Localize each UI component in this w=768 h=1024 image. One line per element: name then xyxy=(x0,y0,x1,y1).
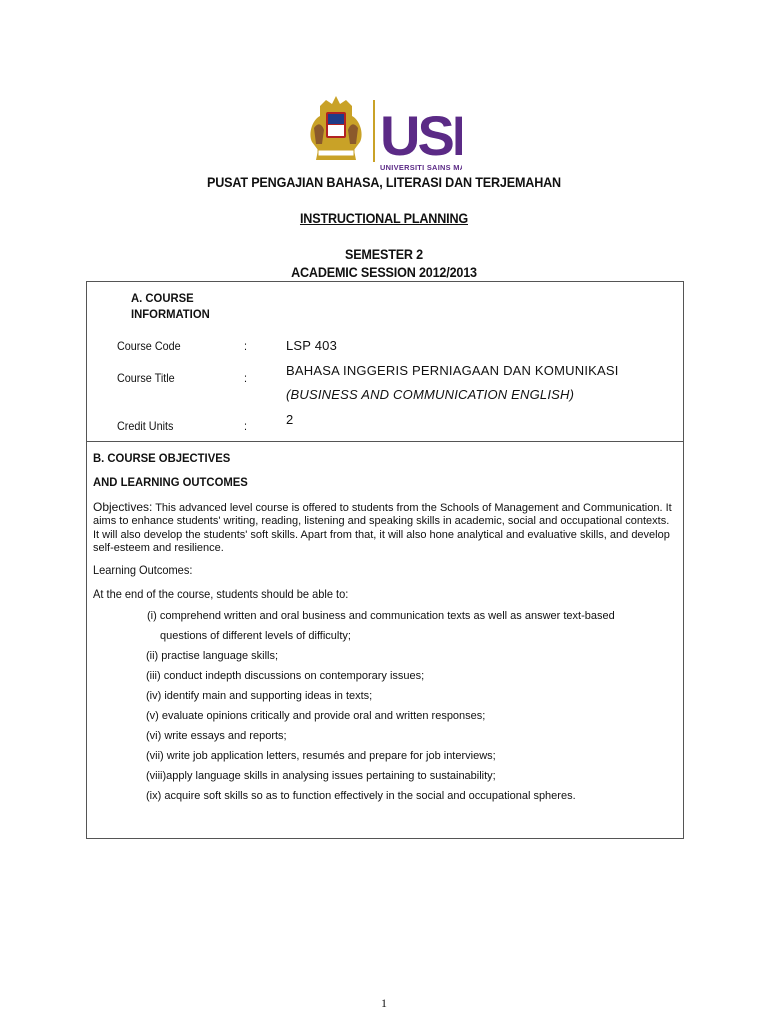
learning-outcomes-label: Learning Outcomes: xyxy=(93,563,193,577)
document-title: INSTRUCTIONAL PLANNING xyxy=(299,210,468,226)
outcome-item: (iv) identify main and supporting ideas in texts; xyxy=(146,690,373,702)
credit-units-label: Credit Units xyxy=(117,419,174,433)
outcome-item: (v) evaluate opinions critically and provide oral and written responses; xyxy=(146,710,486,722)
semester-label: SEMESTER 2 xyxy=(344,246,424,262)
section-b-heading: B. COURSE OBJECTIVES xyxy=(93,451,231,465)
course-title-colon: : xyxy=(244,371,248,385)
objectives-paragraph xyxy=(93,501,675,556)
course-code-value: LSP 403 xyxy=(286,338,338,353)
outcome-item: (vi) write essays and reports; xyxy=(146,730,287,742)
svg-text:UNIVERSITI SAINS MALAYSIA: UNIVERSITI SAINS M xyxy=(380,163,460,172)
section-a-box xyxy=(86,281,684,442)
credit-units-colon: : xyxy=(244,419,248,433)
course-code-label: Course Code xyxy=(117,339,181,353)
course-code-colon: : xyxy=(244,339,248,353)
outcome-item: (viii)apply language skills in analysing issues pertaining to sustainability; xyxy=(146,770,496,782)
usm-crest-icon xyxy=(306,94,462,176)
institution-title: PUSAT PENGAJIAN BAHASA, LITERASI DAN TERJEMAHAN xyxy=(207,174,561,190)
section-b-box xyxy=(86,441,684,839)
outcome-item: (i) comprehend written and oral business and communication texts as well as answer text-based xyxy=(147,610,615,622)
outcome-item: (ix) acquire soft skills so as to function effectively in the social and occupational spheres. xyxy=(146,790,576,802)
section-a-heading-2: INFORMATION xyxy=(131,307,210,321)
outcome-item: (ii) practise language skills; xyxy=(146,650,279,662)
outcome-item: questions of different levels of difficulty; xyxy=(160,630,351,642)
outcomes-intro: At the end of the course, students should be able to: xyxy=(93,587,349,601)
usm-logo xyxy=(306,94,462,176)
section-a-heading: A. COURSE xyxy=(131,291,194,305)
objectives-text: This advanced level course is offered to students from the Schools of Management and Communication. It aims to enhance students' writing, reading, listening and speaking skills in academic, social and occupational contexts. It will also develop the students' soft skills. Apart from that, it will also hone analytical and evaluative skills, and develop self-esteem and resilience. xyxy=(93,502,672,555)
course-title-value: BAHASA INGGERIS PERNIAGAAN DAN KOMUNIKASI xyxy=(286,363,619,378)
course-title-english: (BUSINESS AND COMMUNICATION ENGLISH) xyxy=(286,387,575,402)
section-b-heading-2: AND LEARNING OUTCOMES xyxy=(93,475,248,489)
objectives-lead: Objectives: xyxy=(93,500,153,514)
course-title-label: Course Title xyxy=(117,371,175,385)
outcome-item: (iii) conduct indepth discussions on contemporary issues; xyxy=(146,670,425,682)
credit-units-value: 2 xyxy=(286,412,294,427)
page-number: 1 xyxy=(381,996,387,1010)
session-label: ACADEMIC SESSION 2012/2013 xyxy=(291,264,477,280)
svg-text:USM: US xyxy=(380,104,452,167)
outcome-item: (vii) write job application letters, resumés and prepare for job interviews; xyxy=(146,750,496,762)
